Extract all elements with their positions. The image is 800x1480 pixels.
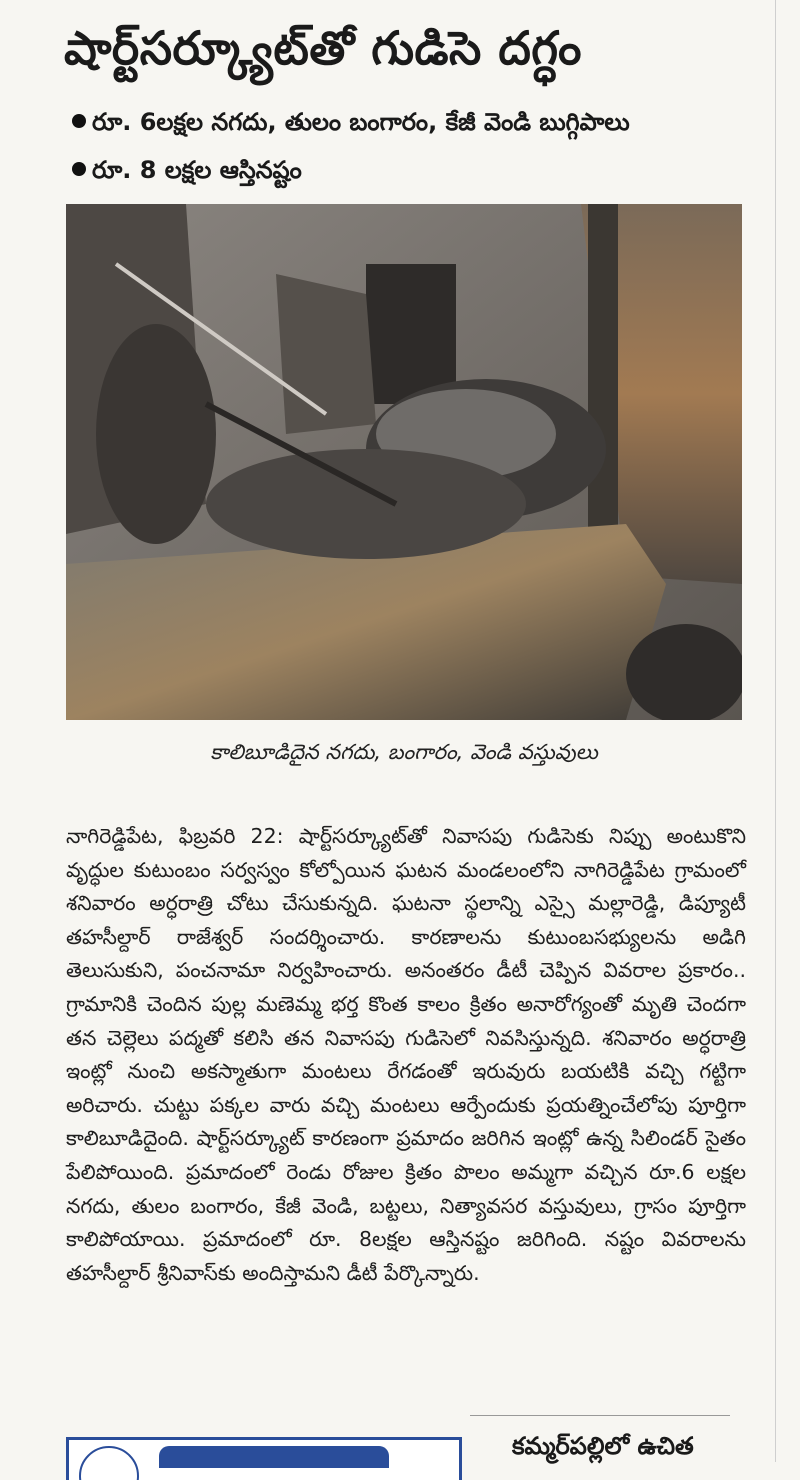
bullet-text: రూ. 6లక్షల నగదు, తులం బంగారం, కేజీ వెండి బుగ్గిపాలు	[92, 108, 630, 136]
advertisement-banner	[66, 1437, 462, 1480]
next-article-headline: కమ్మర్‌పల్లిలో ఉచిత	[512, 1432, 694, 1460]
bullet-dot-icon	[72, 114, 86, 128]
bullet-dot-icon	[72, 162, 86, 176]
article-body: నాగిరెడ్డిపేట, ఫిబ్రవరి 22: షార్ట్‌సర్క్యూట్‌తో నివాసపు గుడిసెకు నిప్పు అంటుకొని వృద్ధుల కుటుంబం సర్వస్వం కోల్పోయిన ఘటన మండలంలోని నాగిరెడ్డిపేట గ్రామంలో శనివారం అర్ధరాత్రి చోటు చేసుకున్నది. ఘటనా స్థలాన్ని ఎస్సై మల్లారెడ్డి, డిప్యూటీ తహసీల్దార్ రాజేశ్వర్ సందర్శించారు. కారణాలను కుటుంబసభ్యులను అడిగి తెలుసుకుని, పంచనామా నిర్వహించారు. అనంతరం డీటీ చెప్పిన వివరాల ప్రకారం.. గ్రామానికి చెందిన పుల్ల మణెమ్మ భర్త కొంత కాలం క్రితం అనారోగ్యంతో మృతి చెందగా తన చెల్లెలు పద్మతో కలిసి తన నివాసపు గుడిసెలో నివసిస్తున్నది. శనివారం అర్ధరాత్రి ఇంట్లో నుంచి అకస్మాతుగా మంటలు రేగడంతో ఇరువురు బయటికి వచ్చి గట్టిగా అరిచారు. చుట్టు పక్కల వారు వచ్చి మంటలు ఆర్పేందుకు ప్రయత్నించేలోపు పూర్తిగా కాలిబూడిదైంది. షార్ట్‌సర్క్యూట్ కారణంగా ప్రమాదం జరిగిన ఇంట్లో ఉన్న సిలిండర్ సైతం పేలిపోయింది. ప్రమాదంలో రెండు రోజుల క్రితం పొలం అమ్మగా వచ్చిన రూ.6 లక్షల నగదు, తులం బంగారం, కేజీ వెండి, బట్టలు, నిత్యావసర వస్తువులు, గ్రాసం పూర్తిగా కాలిపోయాయి. ప్రమాదంలో రూ. 8లక్షల ఆస్తినష్టం జరిగింది. నష్టం వివరాలను తహసీల్దార్ శ్రీనివాస్‌కు అందిస్తామని డీటీ పేర్కొన్నారు.	[66, 824, 746, 1285]
subheading-bullet	[72, 152, 762, 188]
column-divider	[775, 0, 776, 1462]
advertisement-title-bar	[159, 1446, 389, 1468]
subheading-bullet	[72, 104, 762, 140]
seal-logo-icon	[79, 1446, 139, 1480]
photo-caption: కాలిబూడిదైన నగదు, బంగారం, వెండి వస్తువులు	[210, 740, 598, 764]
section-divider	[470, 1415, 730, 1416]
bullet-text: రూ. 8 లక్షల ఆస్తినష్టం	[92, 156, 302, 184]
news-photo	[66, 204, 742, 720]
burnt-items-photo-illustration	[66, 204, 742, 720]
article-headline: షార్ట్‌సర్క్యూట్‌తో గుడిసె దగ్ధం	[64, 21, 582, 75]
